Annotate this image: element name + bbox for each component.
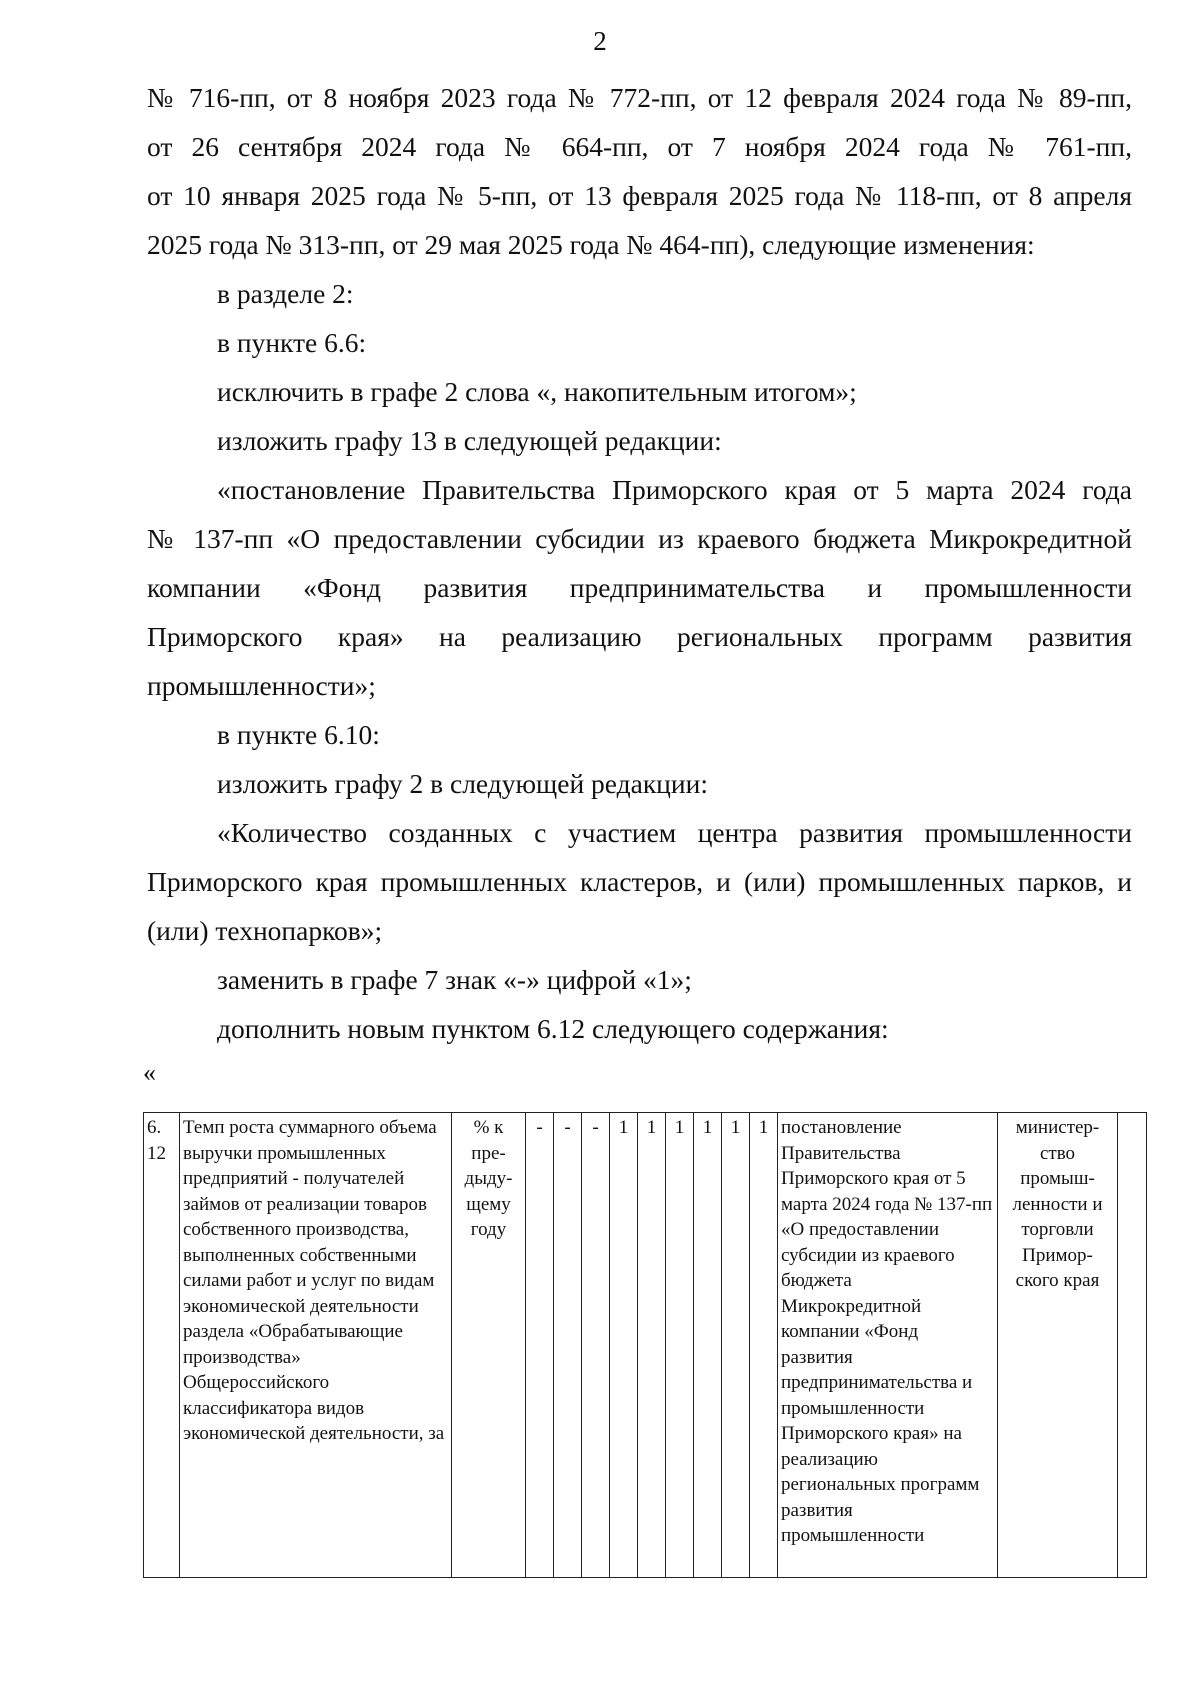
page-number: 2 [593,26,607,56]
paragraph-line: промышленности»; [147,670,376,701]
paragraph-line: от 10 января 2025 года № 5-пп, от 13 февраля 2025 года № 118-пп, от 8 апреля [147,180,1132,211]
paragraph-line: № 137-пп «О предоставлении субсидии из краевого бюджета Микрокредитной [147,523,1132,554]
paragraph-line: «Количество созданных с участием центра развития промышленности [217,817,1132,848]
cell-value: 1 [666,1113,694,1578]
paragraph-line: в пункте 6.10: [217,719,380,750]
cell-value: - [554,1113,582,1578]
paragraph-line: Приморского края» на реализацию региональных программ развития [147,621,1132,652]
cell-empty [1118,1113,1147,1578]
cell-value: 1 [694,1113,722,1578]
cell-value: - [582,1113,610,1578]
paragraph-line: компании «Фонд развития предпринимательства и промышленности [147,572,1132,603]
cell-indicator: Темп роста суммарного объема выручки промышленных предприятий - получателей займов от реализации товаров собственного производства, выполненных собственными силами работ и услуг по видам экономической деятельности раздела «Обрабатывающие производства» Общероссийского классификатора видов экономической деятельности, за [180,1113,452,1578]
paragraph-line: «постановление Правительства Приморского края от 5 марта 2024 года [217,474,1132,505]
paragraph-line: (или) технопарков»; [147,915,383,946]
cell-value: 1 [638,1113,666,1578]
cell-unit: % к пре-дыду-щему году [452,1113,526,1578]
cell-legal-document: постановление Правительства Приморского края от 5 марта 2024 года № 137-пп «О предоставлении субсидии из краевого бюджета Микрокредитной компании «Фонд развития предпринимательства и промышленности Приморского края» на реализацию региональных программ развития промышленности [778,1113,998,1578]
paragraph-line: в пункте 6.6: [217,327,367,358]
paragraph-line: от 26 сентября 2024 года № 664-пп, от 7 ноября 2024 года № 761-пп, [147,131,1132,162]
opening-quote: « [143,1058,156,1087]
cell-value: 1 [610,1113,638,1578]
paragraph-line: дополнить новым пунктом 6.12 следующего содержания: [217,1013,889,1044]
cell-item-number: 6. 12 [144,1113,180,1578]
paragraph-line: № 716-пп, от 8 ноября 2023 года № 772-пп, от 12 февраля 2024 года № 89-пп, [147,82,1132,113]
paragraph-line: заменить в графе 7 знак «-» цифрой «1»; [217,964,692,995]
table-row [144,1113,1147,1578]
cell-value: 1 [722,1113,750,1578]
paragraph-line: изложить графу 2 в следующей редакции: [217,768,708,799]
paragraph-line: 2025 года № 313-пп, от 29 мая 2025 года № 464-пп), следующие изменения: [147,229,1035,260]
paragraph-line: изложить графу 13 в следующей редакции: [217,425,722,456]
paragraph-line: в разделе 2: [217,278,354,309]
cell-value: 1 [750,1113,778,1578]
paragraph-line: Приморского края промышленных кластеров, и (или) промышленных парков, и [147,866,1132,897]
paragraph-line: исключить в графе 2 слова «, накопительным итогом»; [217,376,857,407]
cell-responsible: министер-ство промыш-ленности и торговли Примор-ского края [998,1113,1118,1578]
amendment-table [143,1112,1147,1578]
cell-value: - [526,1113,554,1578]
